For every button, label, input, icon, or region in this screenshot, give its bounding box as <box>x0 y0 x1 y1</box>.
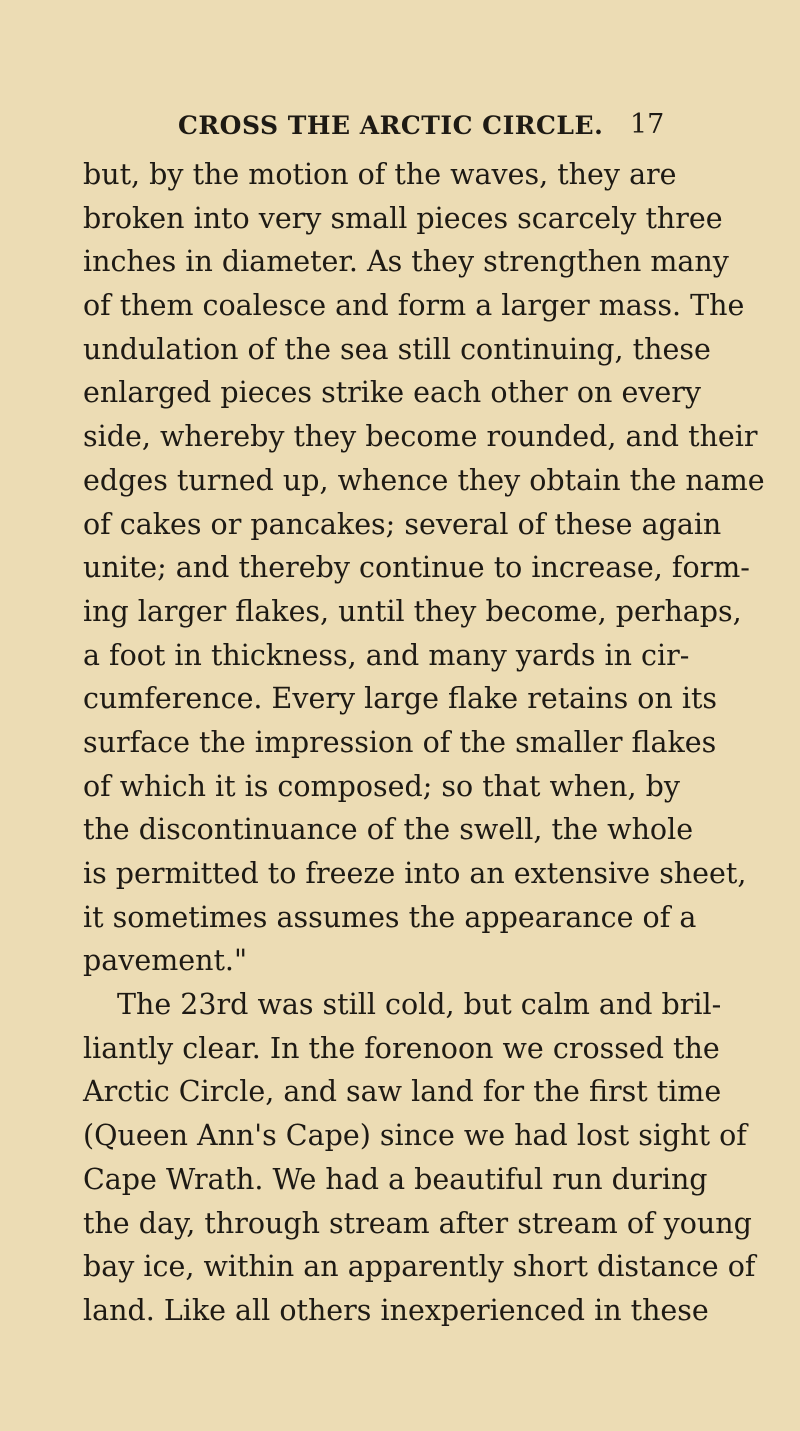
text-line: undulation of the sea still continuing, these <box>83 332 711 366</box>
text-line: the discontinuance of the swell, the whole <box>83 813 694 847</box>
text-line: it sometimes assumes the appearance of a <box>83 900 697 934</box>
page-number: 17 <box>630 109 665 140</box>
text-line: but, by the motion of the waves, they are <box>83 158 677 191</box>
running-title: CROSS THE ARCTIC CIRCLE. <box>178 111 604 140</box>
text-line: cumference. Every large flake retains on its <box>83 682 718 716</box>
text-line: unite; and thereby continue to increase, form- <box>83 551 750 585</box>
text-line: bay ice, within an apparently short distance of <box>83 1250 756 1284</box>
paragraph-end-line: pavement." <box>83 944 248 978</box>
text-line: Arctic Circle, and saw land for the first time <box>83 1075 722 1109</box>
text-line: the day, through stream after stream of young <box>83 1206 752 1240</box>
body-text <box>83 153 765 1333</box>
text-line: liantly clear. In the forenoon we crossed the <box>83 1031 720 1065</box>
text-line: surface the impression of the smaller flakes <box>83 725 717 759</box>
text-line: of which it is composed; so that when, by <box>83 769 680 803</box>
text-line: of them coalesce and form a larger mass. The <box>83 289 745 323</box>
text-line: (Queen Ann's Cape) since we had lost sight of <box>83 1119 747 1153</box>
text-line: land. Like all others inexperienced in these <box>83 1293 709 1327</box>
text-line: ing larger flakes, until they become, perhaps, <box>83 594 742 628</box>
text-line: a foot in thickness, and many yards in cir- <box>83 638 690 672</box>
text-line: broken into very small pieces scarcely three <box>83 201 723 235</box>
text-line: inches in diameter. As they strengthen many <box>83 245 729 279</box>
text-line: is permitted to freeze into an extensive sheet, <box>83 857 747 890</box>
text-line: enlarged pieces strike each other on every <box>83 376 701 410</box>
text-line: of cakes or pancakes; several of these again <box>83 507 722 541</box>
text-line: Cape Wrath. We had a beautiful run during <box>83 1162 708 1196</box>
paragraph-start-line: The 23rd was still cold, but calm and bril- <box>117 988 722 1022</box>
text-line: edges turned up, whence they obtain the name <box>83 463 765 497</box>
text-line: side, whereby they become rounded, and their <box>83 420 758 454</box>
